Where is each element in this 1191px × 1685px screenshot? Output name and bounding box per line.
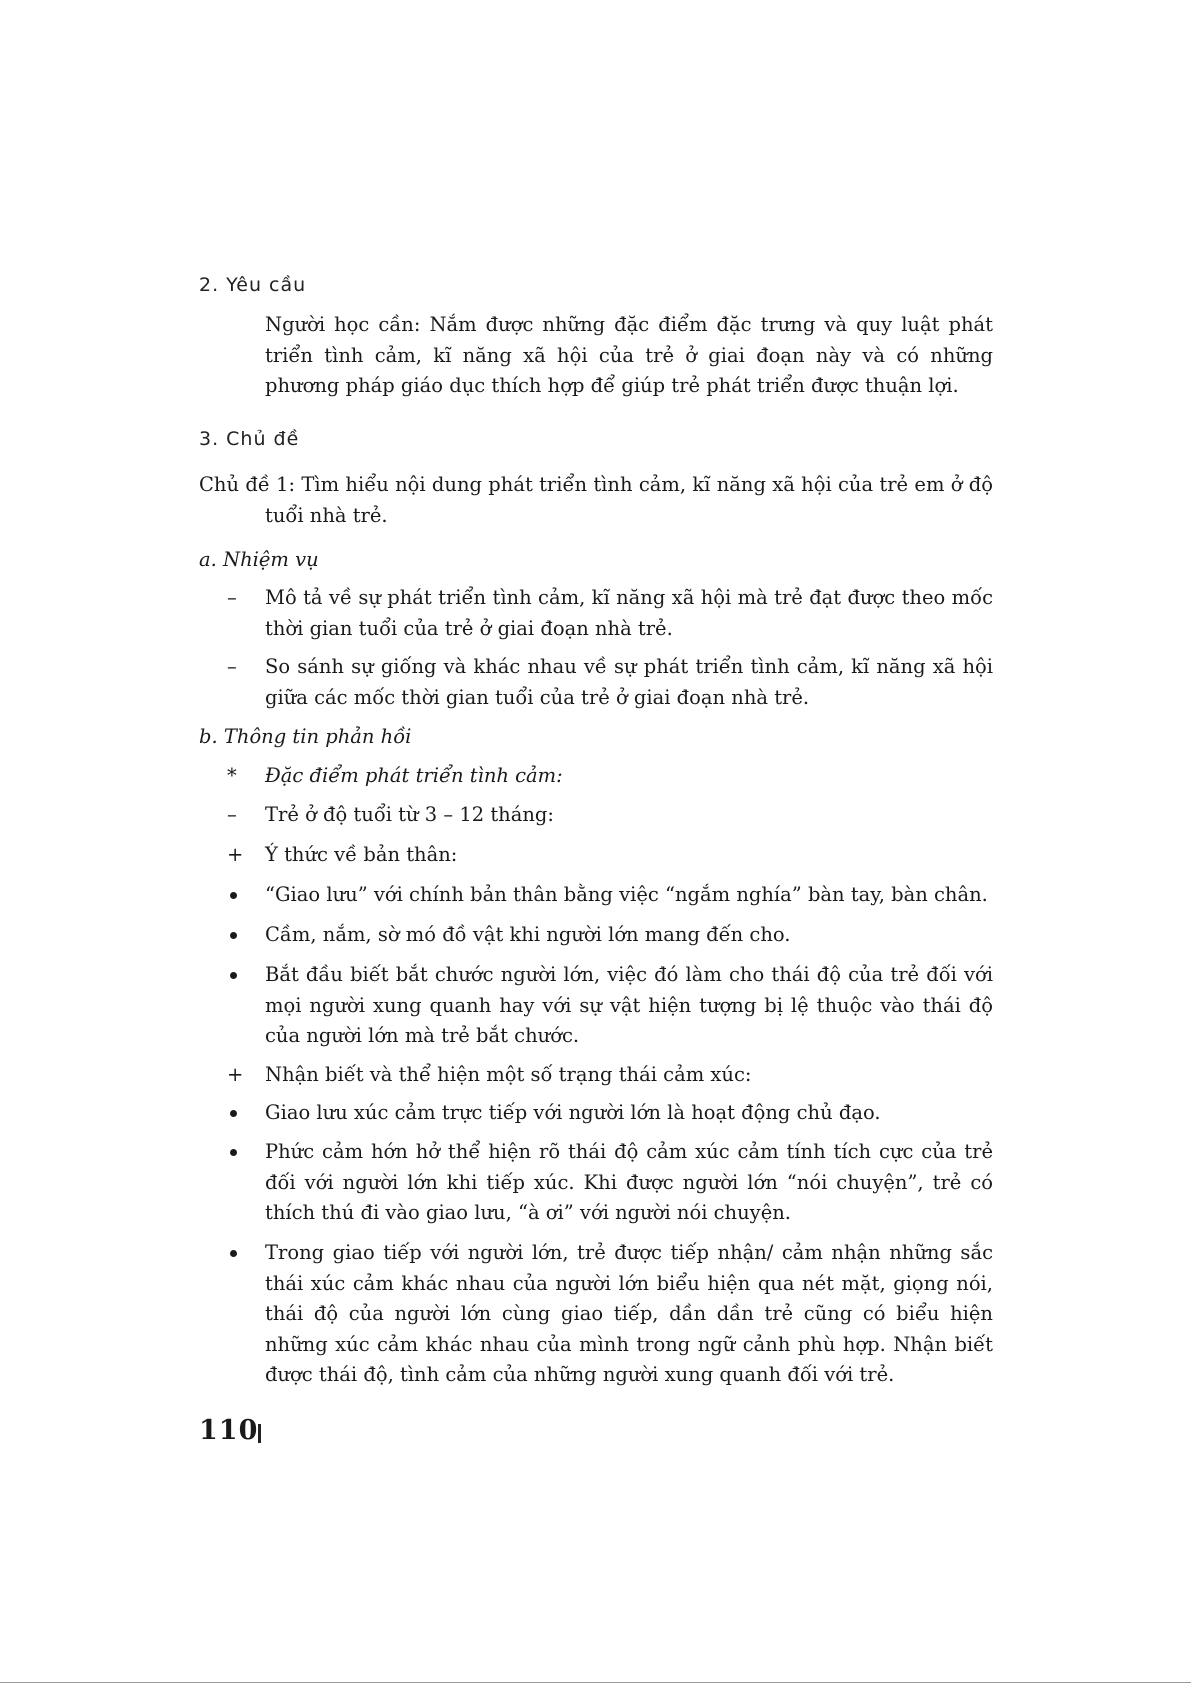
- list-item: [227, 1137, 993, 1229]
- bullet-icon: [227, 1098, 265, 1129]
- list-item-text: Cầm, nắm, sờ mó đồ vật khi người lớn mang đến cho.: [265, 923, 791, 946]
- list-item: [227, 920, 993, 951]
- list-item: [227, 880, 993, 911]
- list-item: [227, 1238, 993, 1391]
- section-heading-topics: 3. Chủ đề: [199, 428, 300, 450]
- list-item-text: Trẻ ở độ tuổi từ 3 – 12 tháng:: [265, 803, 554, 826]
- plus-marker: +: [227, 1063, 244, 1086]
- list-item-text: So sánh sự giống và khác nhau về sự phát triển tình cảm, kĩ năng xã hội giữa các mốc thời gian tuổi của trẻ ở giai đoạn nhà trẻ.: [265, 655, 993, 709]
- list-item-text: Bắt đầu biết bắt chước người lớn, việc đó làm cho thái độ của trẻ đối với mọi người xung quanh hay với sự vật hiện tượng bị lệ thuộc vào thái độ của người lớn mà trẻ bắt chước.: [265, 963, 993, 1047]
- list-item-text: Trong giao tiếp với người lớn, trẻ được tiếp nhận/ cảm nhận những sắc thái xúc cảm khác nhau của người lớn biểu hiện qua nét mặt, giọng nói, thái độ của người lớn cùng giao tiếp, dần dần trẻ cũng có biểu hiện những xúc cảm khác nhau của mình trong ngữ cảnh phù hợp. Nhận biết được thái độ, tình cảm của những người xung quanh đối với trẻ.: [265, 1241, 993, 1386]
- list-item: [227, 800, 993, 831]
- list-item-text: “Giao lưu” với chính bản thân bằng việc “ngắm nghía” bàn tay, bàn chân.: [265, 883, 988, 906]
- bullet-icon: [227, 1137, 265, 1168]
- dash-marker: –: [227, 586, 237, 609]
- page-number-divider: [258, 1424, 261, 1443]
- list-item-text: Ý thức về bản thân:: [265, 843, 458, 866]
- bullet-icon: [227, 880, 265, 911]
- feedback-heading: b. Thông tin phản hồi: [199, 725, 412, 748]
- bullet-icon: [227, 1238, 265, 1269]
- topic-1-paragraph: Chủ đề 1: Tìm hiểu nội dung phát triển tình cảm, kĩ năng xã hội của trẻ em ở độ tuổi nhà trẻ.: [199, 473, 993, 527]
- list-item: [227, 1060, 993, 1091]
- requirements-paragraph: Người học cần: Nắm được những đặc điểm đặc trưng và quy luật phát triển tình cảm, kĩ năng xã hội của trẻ ở giai đoạn này và có những phương pháp giáo dục thích hợp để giúp trẻ phát triển được thuận lợi.: [265, 313, 993, 397]
- list-item: [227, 960, 993, 1052]
- star-marker: *: [227, 764, 237, 787]
- section-heading-requirements: 2. Yêu cầu: [199, 274, 307, 296]
- page-number: 110: [199, 1415, 259, 1446]
- list-item: [227, 761, 993, 792]
- list-item-text: Mô tả về sự phát triển tình cảm, kĩ năng xã hội mà trẻ đạt được theo mốc thời gian tuổi của trẻ ở giai đoạn nhà trẻ.: [265, 586, 993, 640]
- dash-marker: –: [227, 655, 237, 678]
- list-item-text: Nhận biết và thể hiện một số trạng thái cảm xúc:: [265, 1063, 752, 1086]
- list-item: [227, 840, 993, 871]
- dash-marker: –: [227, 803, 237, 826]
- list-item: [227, 1098, 993, 1129]
- list-item-text: Giao lưu xúc cảm trực tiếp với người lớn là hoạt động chủ đạo.: [265, 1101, 881, 1124]
- list-item-text: Đặc điểm phát triển tình cảm:: [265, 764, 563, 787]
- scan-edge-line: [0, 1682, 1191, 1683]
- list-item: [227, 583, 993, 644]
- list-item: [227, 652, 993, 713]
- bullet-icon: [227, 920, 265, 951]
- list-item-text: Phức cảm hớn hở thể hiện rõ thái độ cảm xúc cảm tính tích cực của trẻ đối với người lớn khi tiếp xúc. Khi được người lớn “nói chuyện”, trẻ có thích thú đi vào giao lưu, “à ơi” với người nói chuyện.: [265, 1140, 993, 1224]
- task-heading: a. Nhiệm vụ: [199, 548, 319, 571]
- plus-marker: +: [227, 843, 244, 866]
- bullet-icon: [227, 960, 265, 991]
